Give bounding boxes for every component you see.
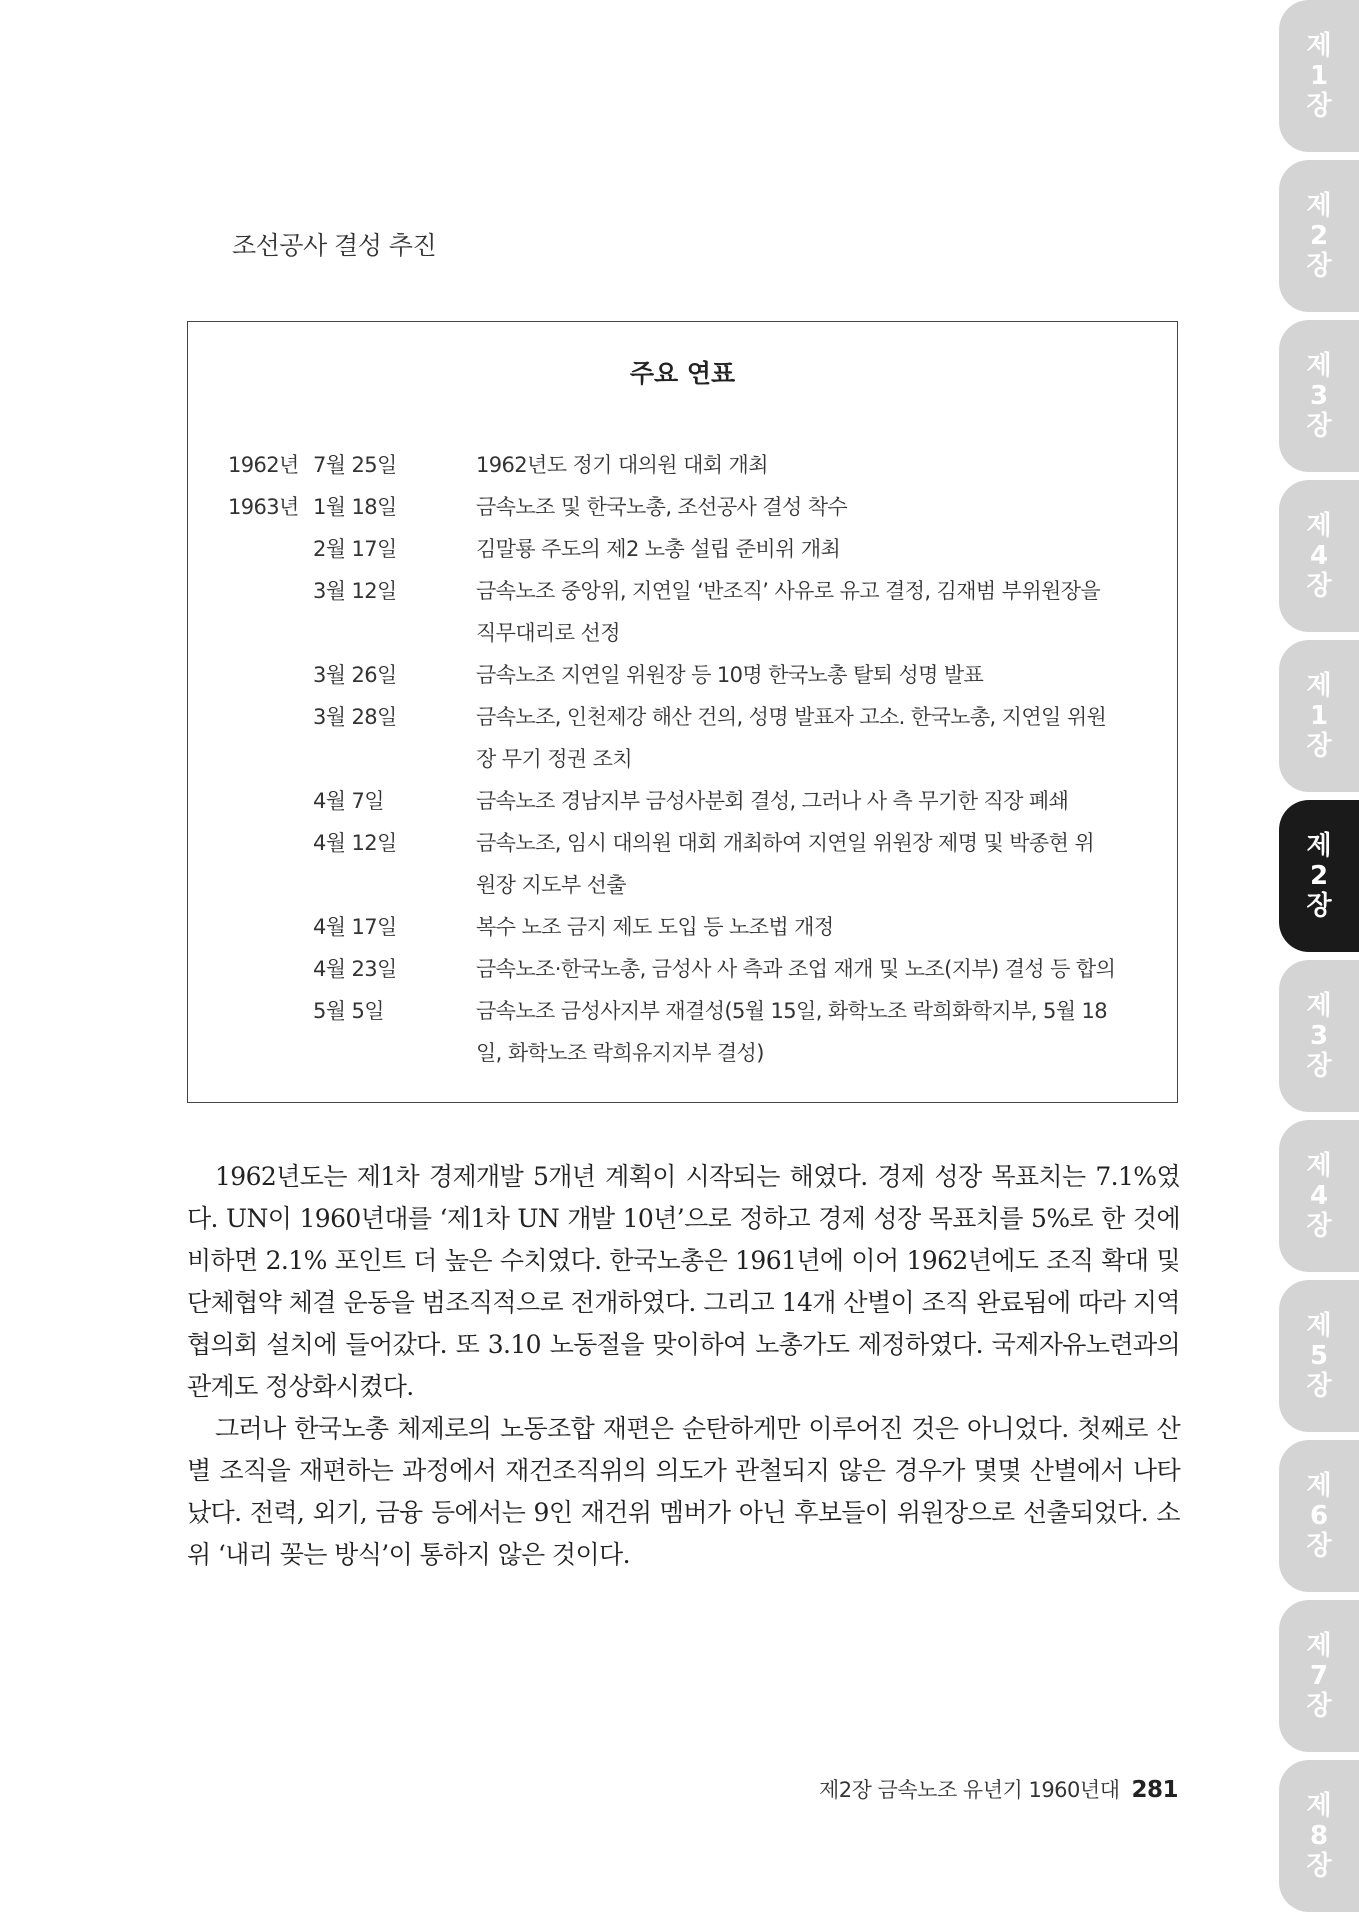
timeline-row bbox=[188, 948, 1177, 990]
body-text bbox=[187, 1156, 1180, 1576]
tab-text: 1 bbox=[1309, 61, 1329, 91]
timeline-date: 7월 25일 bbox=[313, 453, 397, 477]
tab-text: 5 bbox=[1309, 1341, 1329, 1371]
timeline-row bbox=[188, 906, 1177, 948]
tab-text: 제 bbox=[1306, 191, 1332, 221]
chapter-tab[interactable] bbox=[1279, 1280, 1359, 1432]
tab-text: 장 bbox=[1306, 1371, 1332, 1401]
tab-text: 4 bbox=[1309, 1181, 1329, 1211]
timeline-event: 김말룡 주도의 제2 노총 설립 준비위 개최 bbox=[476, 537, 841, 561]
timeline-date: 1월 18일 bbox=[313, 495, 397, 519]
chapter-tab[interactable] bbox=[1279, 480, 1359, 632]
timeline-row bbox=[188, 990, 1177, 1032]
timeline-date bbox=[313, 864, 476, 906]
tab-text: 제 bbox=[1306, 1791, 1332, 1821]
tab-text: 2 bbox=[1309, 861, 1329, 891]
timeline-title: 주요 연표 bbox=[629, 359, 736, 388]
tab-text: 6 bbox=[1309, 1501, 1329, 1531]
tab-text: 장 bbox=[1306, 731, 1332, 761]
tab-text: 장 bbox=[1306, 1211, 1332, 1241]
tab-text: 제 bbox=[1306, 31, 1332, 61]
page-number: 281 bbox=[1131, 1777, 1178, 1803]
tab-text: 제 bbox=[1306, 1631, 1332, 1661]
timeline-year bbox=[228, 780, 313, 822]
tab-text: 장 bbox=[1306, 1531, 1332, 1561]
timeline-date: 4월 7일 bbox=[313, 789, 384, 813]
tab-text: 3 bbox=[1309, 1021, 1329, 1051]
timeline-event: 금속노조 금성사지부 재결성(5월 15일, 화학노조 락희화학지부, 5월 18 bbox=[476, 999, 1107, 1023]
tab-text: 장 bbox=[1306, 411, 1332, 441]
image-caption: 조선공사 결성 추진 bbox=[232, 231, 437, 260]
timeline-year bbox=[228, 948, 313, 990]
timeline-date: 3월 26일 bbox=[313, 663, 397, 687]
timeline-row bbox=[188, 444, 1177, 486]
timeline-event: 금속노조 지연일 위원장 등 10명 한국노총 탈퇴 성명 발표 bbox=[476, 663, 984, 687]
tab-text: 제 bbox=[1306, 1471, 1332, 1501]
tab-text: 제 bbox=[1306, 351, 1332, 381]
running-chapter-title: 제2장 금속노조 유년기 1960년대 bbox=[819, 1778, 1120, 1802]
timeline-date bbox=[313, 612, 476, 654]
timeline-row bbox=[188, 696, 1177, 738]
timeline-year bbox=[228, 528, 313, 570]
timeline-date bbox=[313, 738, 476, 780]
timeline-year bbox=[228, 612, 313, 654]
timeline-date: 3월 28일 bbox=[313, 705, 397, 729]
tab-text: 제 bbox=[1306, 1311, 1332, 1341]
tab-text: 장 bbox=[1306, 1851, 1332, 1881]
tab-text: 장 bbox=[1306, 891, 1332, 921]
chapter-tab[interactable] bbox=[1279, 0, 1359, 152]
timeline-year: 1962년 bbox=[228, 453, 299, 477]
chapter-tab[interactable] bbox=[1279, 960, 1359, 1112]
timeline-row bbox=[188, 1032, 1177, 1074]
paragraph: 1962년도는 제1차 경제개발 5개년 계획이 시작되는 해였다. 경제 성장 목표치는 7.1%였다. UN이 1960년대를 ‘제1차 UN 개발 10년’으로 정하고 경제 성장 목표치를 5%로 한 것에 비하면 2.1% 포인트 더 높은 수치였다. 한국노총은 1961년에 이어 1962년에도 조직 확대 및 단체협약 체결 운동을 범조직적으로 전개하였다. 그리고 14개 산별이 조직 완료됨에 따라 지역협의회 설치에 들어갔다. 또 3.10 노동절을 맞이하여 노총가도 제정하였다. 국제자유노련과의 관계도 정상화시켰다. bbox=[187, 1162, 1180, 1401]
tab-text: 7 bbox=[1309, 1661, 1329, 1691]
timeline-date: 4월 17일 bbox=[313, 915, 397, 939]
timeline-year bbox=[228, 1032, 313, 1074]
timeline-date: 5월 5일 bbox=[313, 999, 384, 1023]
timeline-event: 금속노조, 인천제강 해산 건의, 성명 발표자 고소. 한국노총, 지연일 위원 bbox=[476, 705, 1107, 729]
timeline-date: 4월 23일 bbox=[313, 957, 397, 981]
paragraph: 그러나 한국노총 체제로의 노동조합 재편은 순탄하게만 이루어진 것은 아니었다. 첫째로 산별 조직을 재편하는 과정에서 재건조직위의 의도가 관철되지 않은 경우가 몇몇 산별에서 나타났다. 전력, 외기, 금융 등에서는 9인 재건위 멤버가 아닌 후보들이 위원장으로 선출되었다. 소위 ‘내리 꽂는 방식’이 통하지 않은 것이다. bbox=[187, 1414, 1180, 1569]
timeline-year bbox=[228, 822, 313, 864]
tab-text: 제 bbox=[1306, 1151, 1332, 1181]
chapter-tab[interactable] bbox=[1279, 160, 1359, 312]
timeline-event: 원장 지도부 선출 bbox=[476, 873, 626, 897]
tab-text: 8 bbox=[1309, 1821, 1329, 1851]
tab-text: 장 bbox=[1306, 571, 1332, 601]
timeline-event: 금속노조 및 한국노총, 조선공사 결성 착수 bbox=[476, 495, 848, 519]
timeline-year bbox=[228, 906, 313, 948]
timeline-year bbox=[228, 864, 313, 906]
tab-text: 제 bbox=[1306, 991, 1332, 1021]
timeline-year: 1963년 bbox=[228, 495, 299, 519]
timeline-date: 4월 12일 bbox=[313, 831, 397, 855]
tab-text: 제 bbox=[1306, 831, 1332, 861]
timeline-row bbox=[188, 528, 1177, 570]
timeline-row bbox=[188, 738, 1177, 780]
chapter-tab[interactable] bbox=[1279, 320, 1359, 472]
timeline-event: 금속노조 중앙위, 지연일 ‘반조직’ 사유로 유고 결정, 김재범 부위원장을 bbox=[476, 579, 1101, 603]
tab-text: 장 bbox=[1306, 1691, 1332, 1721]
timeline-event: 1962년도 정기 대의원 대회 개최 bbox=[476, 453, 768, 477]
timeline-year bbox=[228, 990, 313, 1032]
tab-text: 1 bbox=[1309, 701, 1329, 731]
timeline-box bbox=[187, 321, 1178, 1103]
timeline-row bbox=[188, 654, 1177, 696]
tab-text: 장 bbox=[1306, 1051, 1332, 1081]
timeline-date bbox=[313, 1032, 476, 1074]
tab-text: 장 bbox=[1306, 91, 1332, 121]
chapter-tab-column bbox=[1279, 0, 1359, 1920]
timeline-date: 3월 12일 bbox=[313, 579, 397, 603]
tab-text: 제 bbox=[1306, 511, 1332, 541]
timeline-year bbox=[228, 696, 313, 738]
timeline-event: 복수 노조 금지 제도 도입 등 노조법 개정 bbox=[476, 915, 834, 939]
tab-text: 제 bbox=[1306, 671, 1332, 701]
timeline-row bbox=[188, 822, 1177, 864]
chapter-tab[interactable] bbox=[1279, 1600, 1359, 1752]
timeline-year bbox=[228, 570, 313, 612]
timeline-rows bbox=[188, 444, 1177, 1074]
chapter-tab[interactable] bbox=[1279, 1120, 1359, 1272]
timeline-row bbox=[188, 486, 1177, 528]
tab-text: 3 bbox=[1309, 381, 1329, 411]
timeline-event: 직무대리로 선정 bbox=[476, 621, 620, 645]
timeline-row bbox=[188, 570, 1177, 612]
tab-text: 장 bbox=[1306, 251, 1332, 281]
chapter-tab[interactable] bbox=[1279, 1760, 1359, 1912]
tab-text: 2 bbox=[1309, 221, 1329, 251]
timeline-event: 일, 화학노조 락희유지지부 결성) bbox=[476, 1041, 764, 1065]
timeline-year bbox=[228, 654, 313, 696]
timeline-year bbox=[228, 738, 313, 780]
tab-text: 4 bbox=[1309, 541, 1329, 571]
timeline-event: 장 무기 정권 조치 bbox=[476, 747, 633, 771]
timeline-date: 2월 17일 bbox=[313, 537, 397, 561]
timeline-event: 금속노조, 임시 대의원 대회 개최하여 지연일 위원장 제명 및 박종현 위 bbox=[476, 831, 1095, 855]
page-footer bbox=[819, 1774, 1178, 1804]
timeline-row bbox=[188, 612, 1177, 654]
chapter-tab[interactable] bbox=[1279, 1440, 1359, 1592]
timeline-event: 금속노조·한국노총, 금성사 사 측과 조업 재개 및 노조(지부) 결성 등 합의 bbox=[476, 957, 1116, 981]
chapter-tab[interactable] bbox=[1279, 640, 1359, 792]
timeline-row bbox=[188, 864, 1177, 906]
timeline-row bbox=[188, 780, 1177, 822]
chapter-tab-active[interactable] bbox=[1279, 800, 1359, 952]
timeline-event: 금속노조 경남지부 금성사분회 결성, 그러나 사 측 무기한 직장 폐쇄 bbox=[476, 789, 1069, 813]
